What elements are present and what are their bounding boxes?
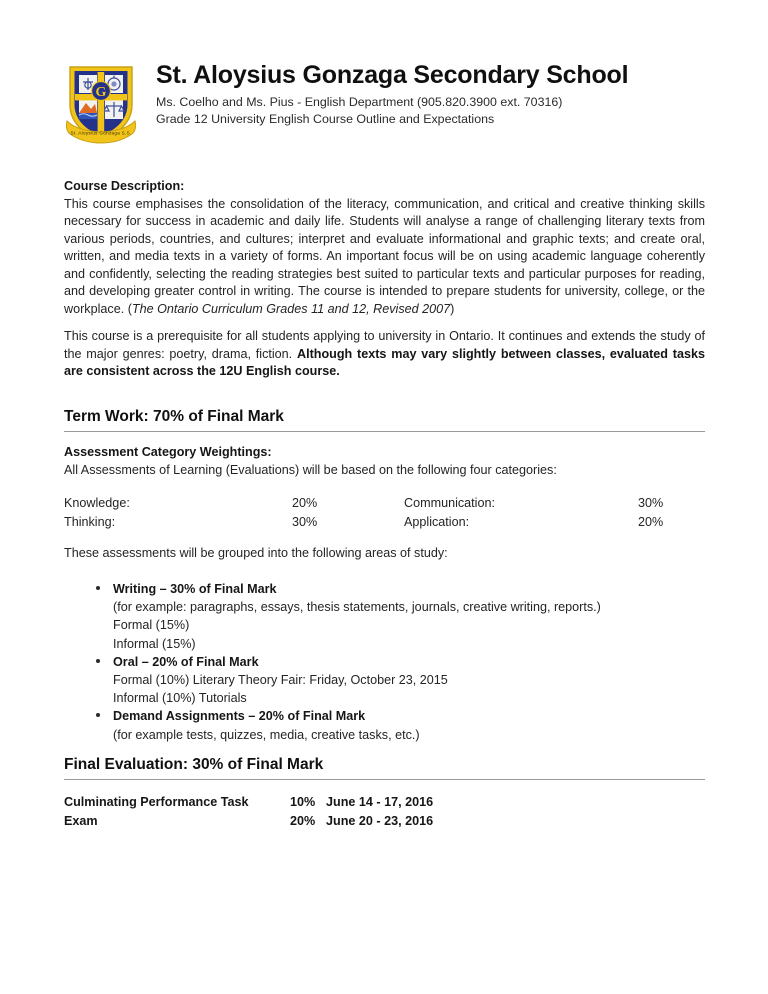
areas-of-study-list [64, 580, 705, 744]
bullet-icon [96, 713, 100, 717]
area-detail: Informal (15%) [113, 636, 196, 651]
culminating-task-label: Culminating Performance Task [64, 795, 249, 809]
final-evaluation-table [64, 793, 705, 830]
areas-of-study-intro: These assessments will be grouped into the following areas of study: [64, 546, 448, 560]
application-label: Application: [404, 514, 470, 529]
culminating-task-weight: 10% [290, 795, 316, 809]
final-evaluation-heading: Final Evaluation: 30% of Final Mark [64, 755, 705, 780]
assessment-weightings-label: Assessment Category Weightings: [64, 445, 272, 459]
course-description-paragraph [64, 196, 705, 319]
exam-label: Exam [64, 813, 98, 828]
crest-banner-text: St. Aloysius Gonzaga S.S. [70, 130, 132, 136]
exam-weight: 20% [290, 813, 316, 828]
thinking-value: 30% [292, 514, 318, 529]
curriculum-citation-close: ) [450, 302, 455, 317]
course-outline-subtitle: Grade 12 University English Course Outline and Expectations [156, 112, 495, 126]
course-description-heading: Course Description: [64, 179, 185, 193]
document-masthead [64, 58, 706, 145]
area-title: Writing – 30% of Final Mark [113, 582, 277, 596]
course-description-section [64, 178, 705, 319]
area-detail: (for example tests, quizzes, media, creative tasks, etc.) [113, 727, 420, 742]
list-item [64, 707, 705, 743]
application-value: 20% [638, 514, 664, 529]
area-detail: (for example: paragraphs, essays, thesis statements, journals, creative writing, reports.) [113, 600, 601, 615]
school-crest-icon [64, 61, 138, 145]
area-title: Demand Assignments – 20% of Final Mark [113, 709, 366, 724]
course-description-text-main: This course emphasises the consolidation of the literacy, communication, and critical and creative thinking skills necessary for success in academic and daily life. Students will analyse a range of challenging literary texts from various periods, countries, and cultures; interpret and evaluate informational and graphic texts; and create oral, written, and media texts in a variety of forms. An important focus will be on using academic language coherently and confidently, selecting the reading strategies best suited to particular texts and particular purposes for reading, and developing greater control in writing. The course is intended to prepare students for university, college, or the workplace. ( [64, 196, 705, 317]
school-name-title: St. Aloysius Gonzaga Secondary School [156, 61, 629, 89]
table-row [64, 793, 705, 812]
communication-label: Communication: [404, 496, 495, 510]
knowledge-label: Knowledge: [64, 496, 130, 510]
areas-of-study-list-block [64, 580, 705, 744]
culminating-task-dates: June 14 - 17, 2016 [326, 795, 434, 809]
bullet-icon [96, 586, 100, 590]
assessment-weightings-intro: All Assessments of Learning (Evaluations) will be based on the following four categories: [64, 462, 557, 477]
list-item [64, 653, 705, 708]
area-detail: Formal (10%) Literary Theory Fair: Friday, October 23, 2015 [113, 673, 448, 688]
table-row [64, 812, 705, 831]
exam-dates: June 20 - 23, 2016 [326, 813, 434, 828]
bullet-icon [96, 659, 100, 663]
term-work-heading: Term Work: 70% of Final Mark [64, 407, 705, 432]
table-row [64, 513, 705, 532]
final-evaluation-table-block [64, 793, 705, 830]
thinking-label: Thinking: [64, 514, 116, 529]
assessment-weightings-block [64, 444, 705, 479]
area-detail: Formal (15%) [113, 618, 190, 633]
communication-value: 30% [638, 496, 664, 510]
prerequisite-paragraph-section [64, 328, 705, 381]
prerequisite-text: This course is a prerequisite for all students applying to university in Ontario. It continues and extends the study of the major genres: poetry, drama, fiction. [64, 329, 705, 361]
curriculum-citation: The Ontario Curriculum Grades 11 and 12, Revised 2007 [131, 302, 451, 317]
final-evaluation-heading-block [64, 755, 705, 780]
masthead-text-block [156, 58, 628, 128]
knowledge-value: 20% [292, 496, 318, 510]
crest-letter: G [95, 85, 107, 101]
term-work-heading-block [64, 407, 705, 432]
areas-intro-block [64, 545, 705, 563]
prerequisite-paragraph [64, 328, 705, 381]
department-contact-line: Ms. Coelho and Ms. Pius - English Department (905.820.3900 ext. 70316) [156, 95, 563, 109]
evaluated-tasks-note: Although texts may vary slightly between classes, evaluated tasks are consistent across the 12U English course. [64, 346, 705, 379]
crest-svg [64, 61, 138, 145]
weightings-table-block [64, 494, 705, 531]
table-row [64, 494, 705, 513]
area-title: Oral – 20% of Final Mark [113, 654, 259, 669]
assessment-weightings-table [64, 494, 705, 531]
area-detail: Informal (10%) Tutorials [113, 691, 247, 706]
list-item [64, 580, 705, 653]
